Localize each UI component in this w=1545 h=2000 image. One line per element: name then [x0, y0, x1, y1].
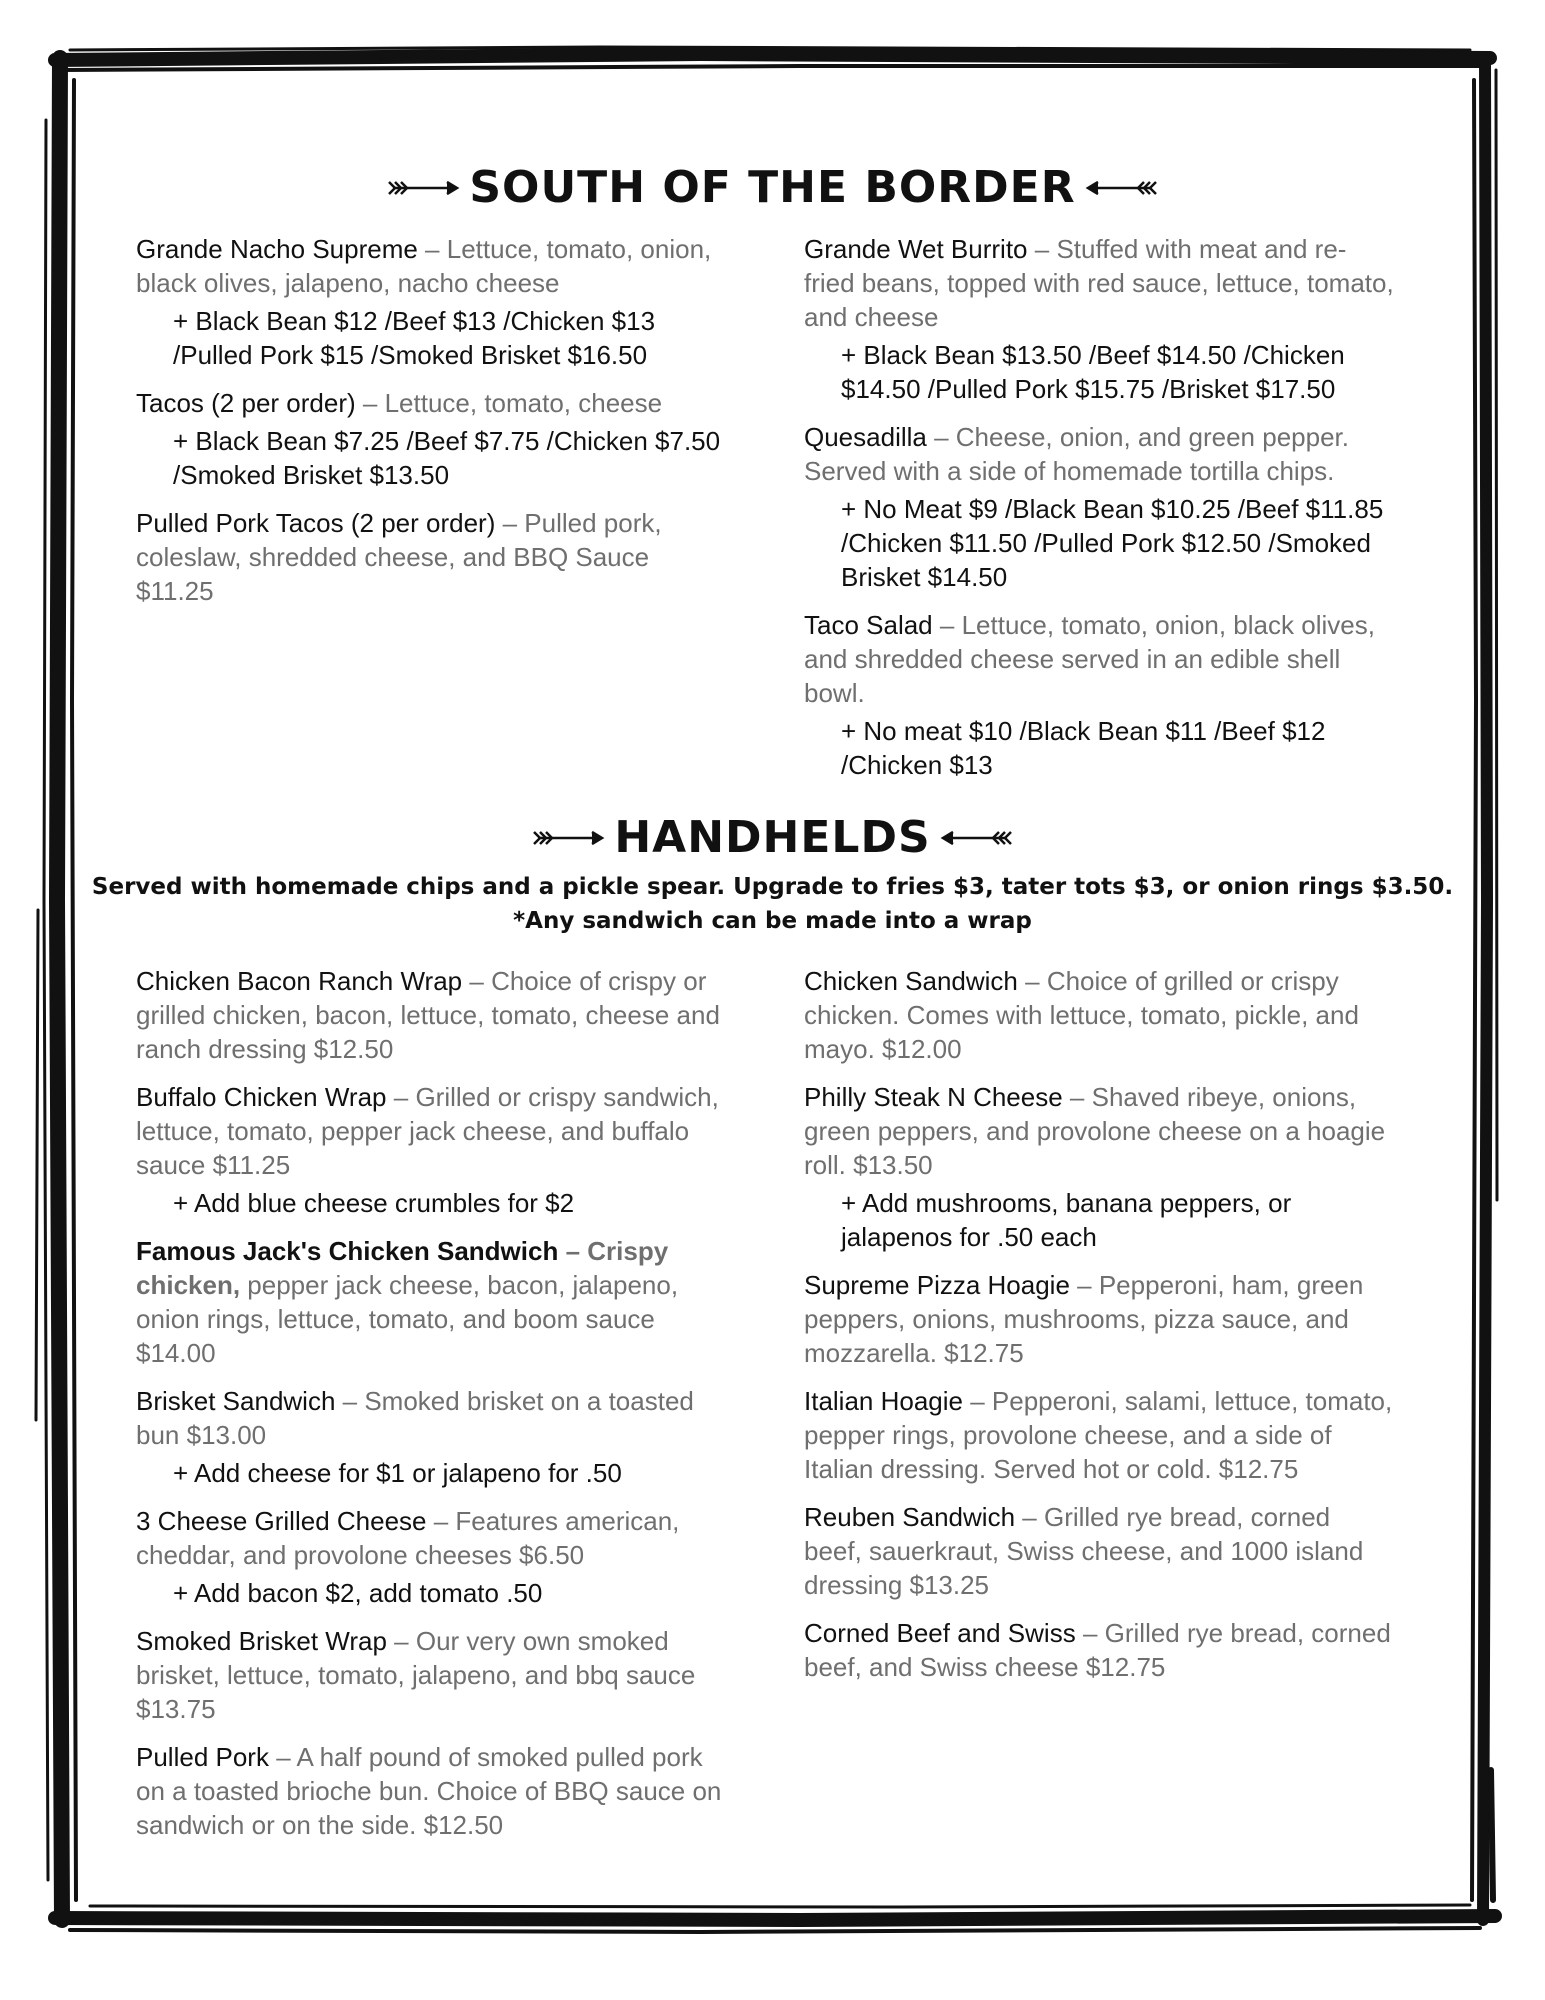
item-separator: –	[1017, 966, 1047, 996]
item-description: Smoked brisket on a toasted bun $13.00	[136, 1386, 694, 1450]
section-title-handhelds: HANDHELDS	[614, 812, 931, 863]
section-header-south	[0, 162, 1545, 214]
item-description: Pepperoni, ham, green peppers, onions, mushrooms, pizza sauce, and mozzarella. $12.75	[804, 1270, 1364, 1368]
item-name: Italian Hoagie	[804, 1386, 963, 1416]
item-name: Reuben Sandwich	[804, 1502, 1016, 1532]
menu-item	[136, 1234, 726, 1370]
item-name: Chicken Sandwich	[804, 966, 1018, 996]
item-addon: + Add blue cheese crumbles for $2	[173, 1188, 575, 1218]
item-addon: + Black Bean $13.50 /Beef $14.50 /Chicken $14.50 /Pulled Pork $15.75 /Brisket $17.50	[841, 340, 1345, 404]
item-addon: + Add cheese for $1 or jalapeno for .50	[173, 1458, 622, 1488]
item-separator: –	[1015, 1502, 1044, 1532]
item-separator: –	[386, 1626, 416, 1656]
item-description: Shaved ribeye, onions, green peppers, and provolone cheese on a hoagie roll. $13.50	[804, 1082, 1386, 1180]
item-description: Lettuce, tomato, onion, black olives, and shredded cheese served in an edible shell bowl.	[804, 610, 1375, 708]
item-name: Quesadilla	[804, 422, 927, 452]
item-name: Supreme Pizza Hoagie	[804, 1270, 1070, 1300]
item-separator: –	[932, 610, 962, 640]
section-title-south: SOUTH OF THE BORDER	[469, 162, 1076, 213]
item-description: Grilled or crispy sandwich, lettuce, tomato, pepper jack cheese, and buffalo sauce $11.25	[136, 1082, 719, 1180]
arrow-left-icon	[935, 828, 1015, 848]
item-description: Choice of grilled or crispy chicken. Comes with lettuce, tomato, pickle, and mayo. $12.00	[804, 966, 1359, 1064]
item-name: Tacos (2 per order)	[136, 388, 356, 418]
item-separator: –	[1062, 1082, 1092, 1112]
handhelds-left-column	[136, 964, 726, 1856]
item-description: Grilled rye bread, corned beef, sauerkraut, Swiss cheese, and 1000 island dressing $13.25	[804, 1502, 1364, 1600]
south-left-column	[136, 232, 726, 622]
item-name: Taco Salad	[804, 610, 933, 640]
menu-item	[136, 232, 726, 372]
item-separator: –	[926, 422, 956, 452]
item-name: Philly Steak N Cheese	[804, 1082, 1063, 1112]
item-description: Choice of crispy or grilled chicken, bacon, lettuce, tomato, cheese and ranch dressing $12.50	[136, 966, 720, 1064]
menu-item	[136, 1624, 726, 1726]
item-description: Stuffed with meat and re-fried beans, topped with red sauce, lettuce, tomato, and cheese	[804, 234, 1394, 332]
item-separator: –	[963, 1386, 992, 1416]
item-description: Cheese, onion, and green pepper. Served with a side of homemade tortilla chips.	[804, 422, 1349, 486]
item-description: Crispy chicken,	[136, 1236, 669, 1300]
item-name: Pulled Pork	[136, 1742, 269, 1772]
item-separator: –	[1027, 234, 1057, 264]
arrow-right-icon	[385, 178, 465, 198]
item-name: Brisket Sandwich	[136, 1386, 336, 1416]
item-addon: + Add bacon $2, add tomato .50	[173, 1578, 543, 1608]
item-description: Pepperoni, salami, lettuce, tomato, pepper rings, provolone cheese, and a side of Italian dressing. Served hot or cold. $12.75	[804, 1386, 1393, 1484]
item-name: Pulled Pork Tacos (2 per order)	[136, 508, 496, 538]
item-separator: –	[462, 966, 492, 996]
item-description: Pulled pork, coleslaw, shredded cheese, and BBQ Sauce $11.25	[136, 508, 662, 606]
menu-item	[136, 1740, 726, 1842]
item-addon: + No Meat $9 /Black Bean $10.25 /Beef $11.85 /Chicken $11.50 /Pulled Pork $12.50 /Smoked Brisket $14.50	[841, 494, 1384, 592]
arrow-right-icon	[530, 828, 610, 848]
menu-item	[804, 1500, 1394, 1602]
menu-item	[136, 506, 726, 608]
item-name: Corned Beef and Swiss	[804, 1618, 1076, 1648]
menu-item	[804, 420, 1394, 594]
item-addon: + Black Bean $7.25 /Beef $7.75 /Chicken $7.50 /Smoked Brisket $13.50	[173, 426, 721, 490]
item-separator: –	[355, 388, 385, 418]
item-name: Grande Wet Burrito	[804, 234, 1028, 264]
item-description: Lettuce, tomato, onion, black olives, jalapeno, nacho cheese	[136, 234, 712, 298]
item-separator: –	[426, 1506, 456, 1536]
item-description: Lettuce, tomato, cheese	[384, 388, 663, 418]
item-description: Features american, cheddar, and provolone cheeses $6.50	[136, 1506, 680, 1570]
menu-item	[804, 1616, 1394, 1684]
menu-item	[136, 1080, 726, 1220]
menu-item	[804, 964, 1394, 1066]
item-separator: –	[268, 1742, 297, 1772]
handhelds-right-column	[804, 964, 1394, 1698]
handhelds-note-sides: Served with homemade chips and a pickle spear. Upgrade to fries $3, tater tots $3, or onion rings $3.50.	[91, 874, 1454, 900]
section-header-handhelds	[0, 812, 1545, 864]
arrow-left-icon	[1080, 178, 1160, 198]
menu-item	[804, 1080, 1394, 1254]
item-name: Chicken Bacon Ranch Wrap	[136, 966, 463, 996]
item-description: Grilled rye bread, corned beef, and Swiss cheese $12.75	[804, 1618, 1391, 1682]
item-separator: –	[1075, 1618, 1105, 1648]
menu-item	[804, 232, 1394, 406]
handhelds-note-wrap: *Any sandwich can be made into a wrap	[513, 908, 1032, 934]
item-name: 3 Cheese Grilled Cheese	[136, 1506, 427, 1536]
item-separator: –	[386, 1082, 416, 1112]
menu-item	[136, 1504, 726, 1610]
item-description: Our very own smoked brisket, lettuce, tomato, jalapeno, and bbq sauce $13.75	[136, 1626, 696, 1724]
item-name: Smoked Brisket Wrap	[136, 1626, 387, 1656]
item-separator: –	[1069, 1270, 1099, 1300]
south-right-column	[804, 232, 1394, 796]
item-addon: + Black Bean $12 /Beef $13 /Chicken $13 /Pulled Pork $15 /Smoked Brisket $16.50	[173, 306, 656, 370]
item-name: Buffalo Chicken Wrap	[136, 1082, 387, 1112]
item-separator: –	[558, 1236, 588, 1266]
item-description: A half pound of smoked pulled pork on a toasted brioche bun. Choice of BBQ sauce on sandwich or on the side. $12.50	[136, 1742, 722, 1840]
item-addon: + Add mushrooms, banana peppers, or jalapenos for .50 each	[841, 1188, 1292, 1252]
item-addon: + No meat $10 /Black Bean $11 /Beef $12 /Chicken $13	[841, 716, 1326, 780]
item-separator: –	[417, 234, 447, 264]
menu-item	[804, 608, 1394, 782]
item-name: Grande Nacho Supreme	[136, 234, 418, 264]
item-separator: –	[335, 1386, 365, 1416]
item-name: Famous Jack's Chicken Sandwich	[136, 1236, 559, 1266]
item-description-cont: pepper jack cheese, bacon, jalapeno, onion rings, lettuce, tomato, and boom sauce $14.00	[136, 1270, 679, 1368]
menu-item	[136, 386, 726, 492]
menu-item	[136, 1384, 726, 1490]
item-separator: –	[495, 508, 525, 538]
menu-item	[136, 964, 726, 1066]
menu-item	[804, 1268, 1394, 1370]
menu-item	[804, 1384, 1394, 1486]
